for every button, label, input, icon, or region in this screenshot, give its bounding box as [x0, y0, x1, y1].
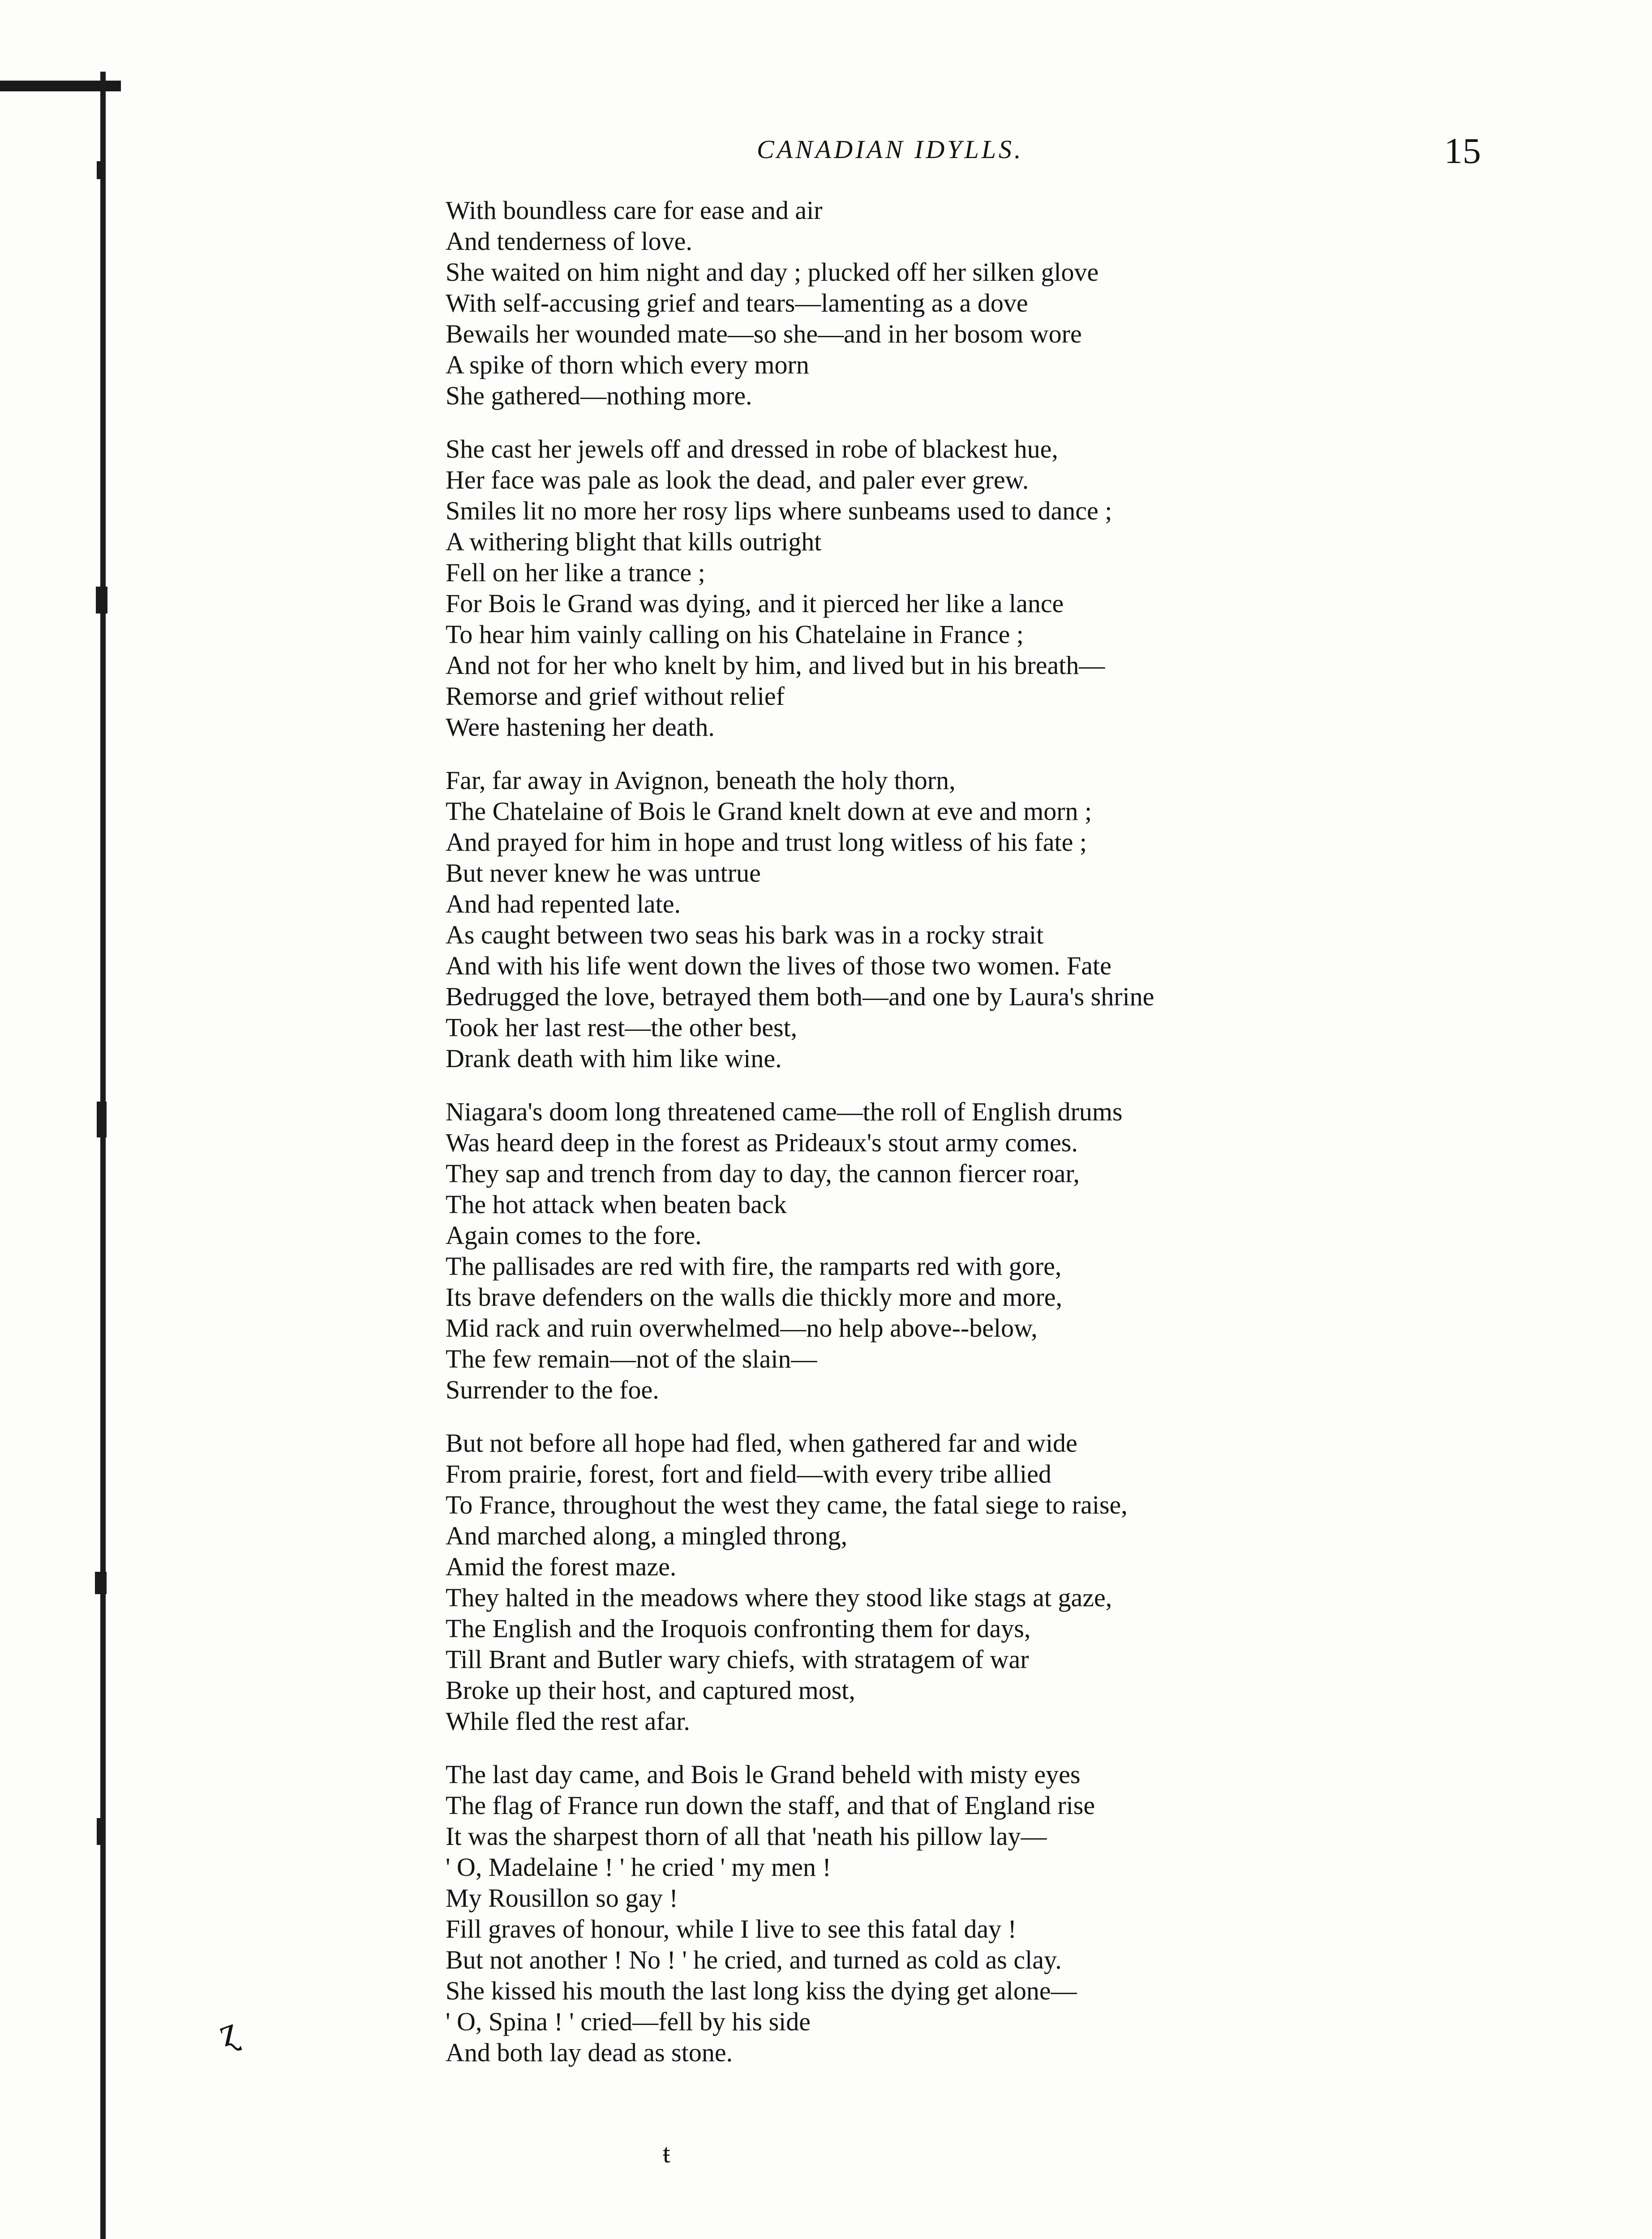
poem-line: Remorse and grief without relief [446, 682, 785, 711]
poem-line: Drank death with him like wine. [446, 1044, 782, 1073]
poem-body [446, 195, 1520, 2090]
poem-line: She kissed his mouth the last long kiss the dying get alone— [446, 1976, 1077, 2005]
poem-line: Its brave defenders on the walls die thickly more and more, [446, 1282, 1063, 1312]
poem-line: Took her last rest—the other best, [446, 1013, 798, 1042]
poem-line: With boundless care for ease and air [446, 196, 823, 225]
poem-line: And marched along, a mingled throng, [446, 1521, 848, 1550]
poem-line: A withering blight that kills outright [446, 527, 822, 556]
poem-line: My Rousillon so gay ! [446, 1883, 678, 1913]
poem-line: Was heard deep in the forest as Prideaux's stout army comes. [446, 1128, 1078, 1157]
poem-line: They halted in the meadows where they stood like stags at gaze, [446, 1583, 1112, 1612]
binding-edge [94, 72, 112, 2239]
poem-line: Till Brant and Butler wary chiefs, with stratagem of war [446, 1645, 1029, 1674]
poem-line: But not another ! No ! ' he cried, and turned as cold as clay. [446, 1945, 1062, 1974]
page-number: 15 [1444, 130, 1481, 171]
poem-line: Again comes to the fore. [446, 1221, 702, 1250]
poem-line: Bedrugged the love, betrayed them both—and one by Laura's shrine [446, 982, 1154, 1011]
poem-line: The pallisades are red with fire, the ramparts red with gore, [446, 1252, 1062, 1281]
poem-line: She gathered—nothing more. [446, 381, 752, 410]
poem-line: Bewails her wounded mate—so she—and in her bosom wore [446, 319, 1082, 348]
poem-line: But never knew he was untrue [446, 858, 761, 888]
poem-line: The flag of France run down the staff, and that of England rise [446, 1791, 1095, 1820]
poem-line: From prairie, forest, fort and field—with every tribe allied [446, 1459, 1051, 1488]
poem-line: Were hastening her death. [446, 712, 715, 742]
poem-line: And prayed for him in hope and trust long witless of his fate ; [446, 828, 1087, 857]
poem-line: Mid rack and ruin overwhelmed—no help above--below, [446, 1313, 1038, 1343]
poem-line: ' O, Spina ! ' cried—fell by his side [446, 2007, 811, 2036]
stanza [446, 1428, 1520, 1737]
stanza [446, 765, 1520, 1074]
poem-line: The English and the Iroquois confronting them for days, [446, 1614, 1031, 1643]
poem-line: And not for her who knelt by him, and lived but in his breath— [446, 651, 1105, 680]
poem-line: And had repented late. [446, 889, 681, 918]
poem-line: Amid the forest maze. [446, 1552, 677, 1581]
poem-line: Fill graves of honour, while I live to see this fatal day ! [446, 1914, 1017, 1943]
poem-line: With self-accusing grief and tears—lamenting as a dove [446, 288, 1028, 317]
margin-handwritten-mark: ɀ [212, 2007, 245, 2055]
stanza [446, 433, 1520, 742]
poem-line: It was the sharpest thorn of all that 'neath his pillow lay— [446, 1822, 1047, 1851]
poem-line: To France, throughout the west they came, the fatal siege to raise, [446, 1490, 1128, 1519]
poem-line: ' O, Madelaine ! ' he cried ' my men ! [446, 1853, 831, 1882]
poem-line: Fell on her like a trance ; [446, 558, 705, 587]
poem-line: And both lay dead as stone. [446, 2038, 733, 2067]
poem-line: A spike of thorn which every morn [446, 350, 809, 379]
page-header [0, 130, 1652, 179]
poem-line: Surrender to the foe. [446, 1375, 659, 1404]
poem-line: Niagara's doom long threatened came—the roll of English drums [446, 1097, 1123, 1126]
poem-line: The last day came, and Bois le Grand beheld with misty eyes [446, 1760, 1081, 1789]
poem-line: And tenderness of love. [446, 227, 692, 256]
stanza [446, 195, 1520, 411]
poem-line: Smiles lit no more her rosy lips where sunbeams used to dance ; [446, 496, 1112, 525]
poem-line: The hot attack when beaten back [446, 1190, 787, 1219]
poem-line: For Bois le Grand was dying, and it pierced her like a lance [446, 589, 1064, 618]
poem-line: While fled the rest afar. [446, 1707, 690, 1736]
poem-line: To hear him vainly calling on his Chatelaine in France ; [446, 620, 1024, 649]
poem-line: The Chatelaine of Bois le Grand knelt down at eve and morn ; [446, 797, 1092, 826]
poem-line: And with his life went down the lives of those two women. Fate [446, 951, 1111, 980]
poem-line: But not before all hope had fled, when gathered far and wide [446, 1428, 1077, 1458]
footer-printer-mark: ŧ [663, 2139, 670, 2168]
poem-line: As caught between two seas his bark was in a rocky strait [446, 920, 1044, 949]
poem-line: Broke up their host, and captured most, [446, 1676, 855, 1705]
poem-line: She cast her jewels off and dressed in robe of blackest hue, [446, 434, 1058, 463]
running-title: CANADIAN IDYLLS. [757, 135, 1024, 164]
stanza [446, 1096, 1520, 1405]
poem-line: Far, far away in Avignon, beneath the holy thorn, [446, 766, 956, 795]
poem-line: Her face was pale as look the dead, and paler ever grew. [446, 465, 1029, 494]
poem-line: She waited on him night and day ; plucked off her silken glove [446, 257, 1099, 287]
poem-line: They sap and trench from day to day, the cannon fiercer roar, [446, 1159, 1080, 1188]
stanza [446, 1759, 1520, 2068]
poem-line: The few remain—not of the slain— [446, 1344, 817, 1373]
